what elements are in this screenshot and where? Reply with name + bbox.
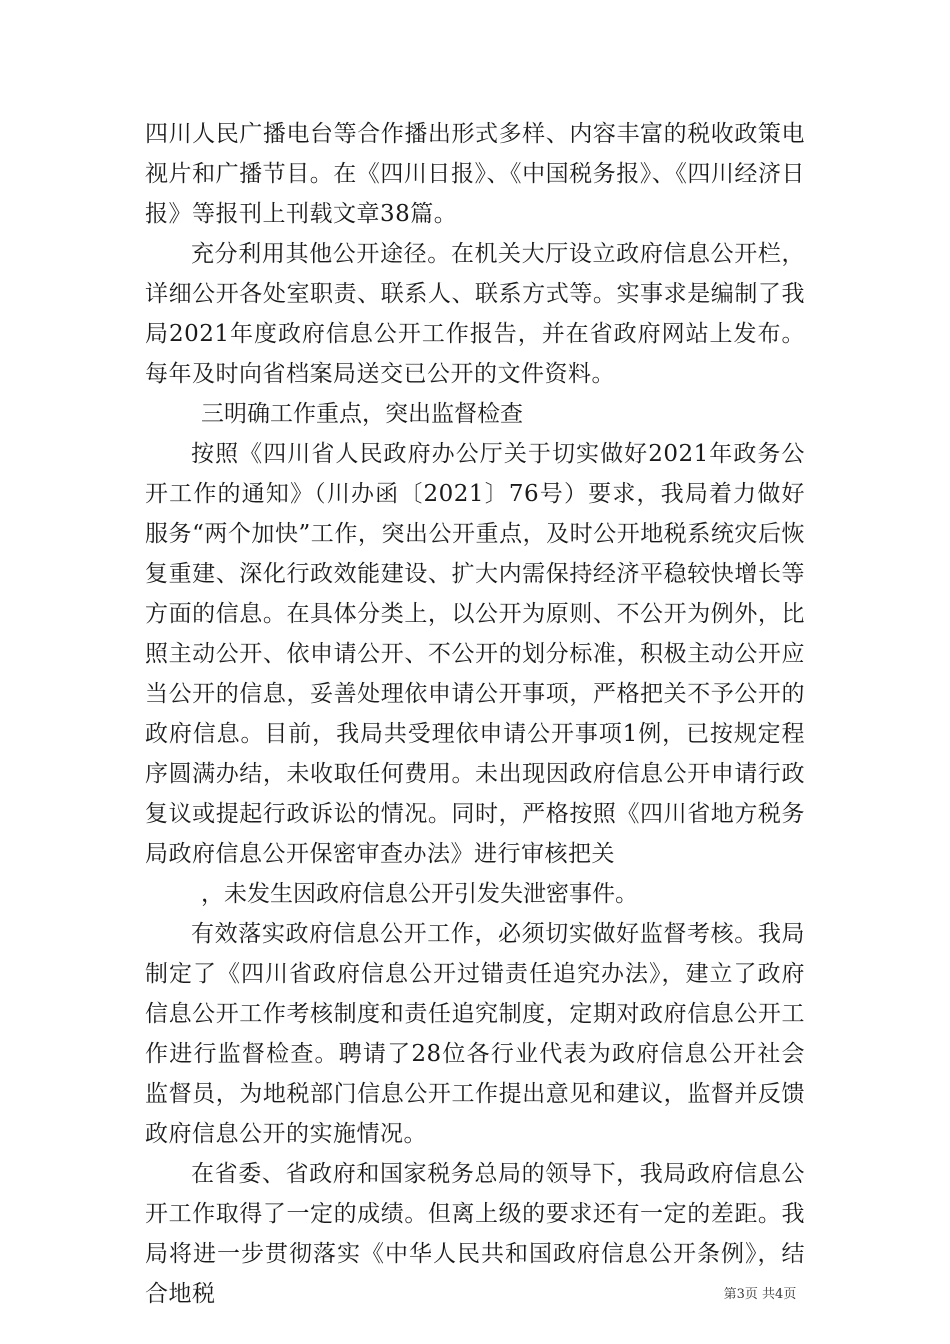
paragraph-other-channels: 充分利用其他公开途径。在机关大厅设立政府信息公开栏，详细公开各处室职责、联系人、联系方式等。实事求是编制了我局2021年度政府信息公开工作报告，并在省政府网站上发布。每年及时向省档案局送交已公开的文件资料。 [145, 241, 805, 387]
document-body [145, 114, 805, 1314]
paragraph-no-leak: ，未发生因政府信息公开引发失泄密事件。 [201, 881, 638, 907]
paragraph-supervision: 有效落实政府信息公开工作，必须切实做好监督考核。我局制定了《四川省政府信息公开过错责任追究办法》，建立了政府信息公开工作考核制度和责任追究制度，定期对政府信息公开工作进行监督检查。聘请了28位各行业代表为政府信息公开社会监督员，为地税部门信息公开工作提出意见和建议，监督并反馈政府信息公开的实施情况。 [145, 921, 805, 1147]
paragraph-broadcast-media: 四川人民广播电台等合作播出形式多样、内容丰富的税收政策电视片和广播节目。在《四川日报》、《中国税务报》、《四川经济日报》等报刊上刊载文章38篇。 [145, 121, 805, 227]
section-heading-three: 三明确工作重点，突出监督检查 [201, 401, 523, 427]
page-number-footer: 第3页 共4页 [723, 1287, 797, 1302]
paragraph-work-focus: 按照《四川省人民政府办公厅关于切实做好2021年政务公开工作的通知》（川办函〔2021〕76号）要求，我局着力做好服务“两个加快”工作，突出公开重点，及时公开地税系统灾后恢复重建、深化行政效能建设、扩大内需保持经济平稳较快增长等方面的信息。在具体分类上，以公开为原则、不公开为例外，比照主动公开、依申请公开、不公开的划分标准，积极主动公开应当公开的信息，妥善处理依申请公开事项，严格把关不予公开的政府信息。目前，我局共受理依申请公开事项1例，已按规定程序圆满办结，未收取任何费用。未出现因政府信息公开申请行政复议或提起行政诉讼的情况。同时，严格按照《四川省地方税务局政府信息公开保密审查办法》进行审核把关 [145, 441, 805, 867]
paragraph-achievements: 在省委、省政府和国家税务总局的领导下，我局政府信息公开工作取得了一定的成绩。但离上级的要求还有一定的差距。我局将进一步贯彻落实《中华人民共和国政府信息公开条例》，结合地税 [145, 1161, 805, 1307]
